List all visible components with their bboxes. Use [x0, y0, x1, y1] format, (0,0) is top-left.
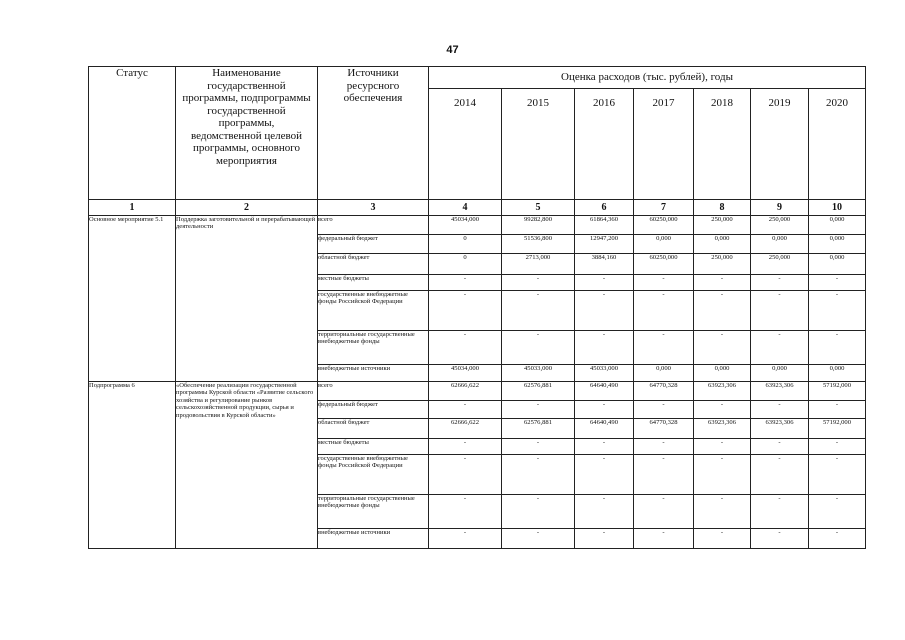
amount-value: - — [720, 275, 724, 282]
amount-value: 0 — [463, 235, 467, 242]
column-number: 2 — [176, 200, 318, 216]
amount-value: 51536,800 — [523, 235, 553, 242]
amount-value: - — [662, 275, 665, 282]
header-status: Статус — [89, 67, 176, 200]
amount-cell — [809, 419, 866, 439]
amount-cell — [502, 382, 575, 401]
amount-value: 0,000 — [829, 235, 845, 242]
amount-cell — [809, 291, 866, 331]
amount-cell — [575, 365, 634, 382]
amount-cell — [429, 254, 502, 275]
amount-cell — [694, 331, 751, 365]
amount-value: 12947,200 — [589, 235, 619, 242]
amount-cell — [809, 235, 866, 254]
amount-cell — [751, 419, 809, 439]
program-name-cell: Поддержка заготовительной и перерабатывающей деятельности — [176, 216, 318, 382]
amount-cell — [694, 419, 751, 439]
amount-value: 62666,622 — [450, 382, 480, 389]
amount-cell — [751, 455, 809, 495]
column-number: 8 — [694, 200, 751, 216]
amount-cell — [575, 495, 634, 529]
funding-source-cell: федеральный бюджет — [318, 401, 429, 419]
header-year: 2015 — [502, 89, 575, 200]
amount-cell — [809, 382, 866, 401]
amount-cell — [502, 254, 575, 275]
column-number: 5 — [502, 200, 575, 216]
amount-value: 250,000 — [711, 216, 733, 223]
amount-value: 0,000 — [656, 365, 671, 372]
amount-cell — [694, 365, 751, 382]
amount-value: 3884,160 — [591, 254, 617, 261]
header-year: 2018 — [694, 89, 751, 200]
amount-value: - — [536, 401, 540, 408]
column-numbers-row — [89, 200, 866, 216]
header-year: 2014 — [429, 89, 502, 200]
amount-value: - — [835, 529, 839, 536]
amount-cell — [634, 439, 694, 455]
amount-value: 60250,000 — [649, 216, 678, 223]
amount-value: - — [536, 495, 540, 502]
amount-value: - — [662, 439, 665, 446]
header-year: 2016 — [575, 89, 634, 200]
amount-cell — [694, 401, 751, 419]
amount-value: 250,000 — [768, 216, 791, 223]
amount-cell — [502, 365, 575, 382]
amount-value: 63923,306 — [765, 382, 794, 389]
amount-cell — [575, 254, 634, 275]
amount-cell — [575, 419, 634, 439]
amount-value: - — [778, 331, 781, 338]
amount-cell — [575, 216, 634, 235]
column-number: 10 — [809, 200, 866, 216]
amount-value: - — [662, 455, 665, 462]
amount-value: 64770,328 — [649, 382, 678, 389]
amount-cell — [694, 216, 751, 235]
amount-value: - — [720, 401, 724, 408]
funding-source-cell: внебюджетные источники — [318, 365, 429, 382]
amount-cell — [809, 401, 866, 419]
amount-value: - — [720, 439, 724, 446]
amount-cell — [751, 235, 809, 254]
header-name: Наименование государственной программы, подпрограммы государственной программы, ведомственной целевой программы, основного мероприятия — [176, 67, 318, 200]
funding-source-cell: территориальные государственные внебюджетные фонды — [318, 331, 429, 365]
amount-cell — [751, 401, 809, 419]
amount-value: 250,000 — [711, 254, 733, 261]
amount-cell — [575, 401, 634, 419]
amount-cell — [694, 275, 751, 291]
amount-value: - — [662, 291, 665, 298]
amount-cell — [429, 275, 502, 291]
amount-value: - — [463, 439, 467, 446]
amount-cell — [634, 529, 694, 549]
amount-value: 0,000 — [829, 365, 845, 372]
amount-value: - — [536, 529, 540, 536]
amount-cell — [429, 365, 502, 382]
amount-value: - — [835, 401, 839, 408]
column-number: 7 — [634, 200, 694, 216]
amount-value: - — [536, 455, 540, 462]
amount-value: - — [602, 495, 606, 502]
amount-cell — [502, 401, 575, 419]
amount-cell — [429, 495, 502, 529]
amount-value: 64640,490 — [589, 419, 619, 426]
amount-cell — [634, 275, 694, 291]
header-year: 2017 — [634, 89, 694, 200]
amount-cell — [809, 254, 866, 275]
amount-cell — [429, 529, 502, 549]
amount-cell — [575, 382, 634, 401]
amount-value: - — [463, 529, 467, 536]
amount-value: 57192,000 — [823, 382, 852, 389]
header-expenses: Оценка расходов (тыс. рублей), годы — [429, 67, 866, 89]
amount-value: 0,000 — [714, 235, 730, 242]
amount-value: - — [536, 439, 540, 446]
column-number: 4 — [429, 200, 502, 216]
amount-cell — [429, 401, 502, 419]
amount-cell — [502, 291, 575, 331]
funding-source-cell: государственные внебюджетные фонды Российской Федерации — [318, 455, 429, 495]
amount-cell — [575, 275, 634, 291]
column-number: 9 — [751, 200, 809, 216]
amount-value: 63923,306 — [765, 419, 794, 426]
amount-cell — [694, 529, 751, 549]
amount-value: 250,000 — [768, 254, 791, 261]
amount-cell — [429, 216, 502, 235]
amount-value: 0,000 — [772, 235, 787, 242]
amount-cell — [634, 331, 694, 365]
amount-cell — [751, 439, 809, 455]
amount-value: - — [602, 291, 606, 298]
amount-value: - — [536, 275, 540, 282]
amount-cell — [751, 365, 809, 382]
amount-value: - — [835, 495, 839, 502]
amount-cell — [575, 455, 634, 495]
amount-value: - — [720, 495, 724, 502]
amount-value: 63923,306 — [707, 382, 737, 389]
amount-value: 0,000 — [829, 254, 845, 261]
amount-value: - — [602, 275, 606, 282]
amount-cell — [809, 455, 866, 495]
header-year: 2020 — [809, 89, 866, 200]
amount-value: - — [463, 291, 467, 298]
amount-value: 45034,000 — [450, 365, 480, 372]
funding-source-cell: всего — [318, 382, 429, 401]
amount-cell — [809, 275, 866, 291]
amount-cell — [429, 455, 502, 495]
amount-value: - — [835, 291, 839, 298]
amount-value: 60250,000 — [649, 254, 678, 261]
amount-cell — [751, 529, 809, 549]
amount-value: - — [778, 401, 781, 408]
amount-value: 99282,800 — [523, 216, 553, 223]
amount-value: 0,000 — [829, 216, 845, 223]
amount-value: 0,000 — [656, 235, 671, 242]
amount-value: - — [463, 455, 467, 462]
amount-cell — [751, 495, 809, 529]
amount-cell — [634, 495, 694, 529]
amount-value: - — [662, 495, 665, 502]
amount-cell — [809, 529, 866, 549]
amount-cell — [429, 331, 502, 365]
amount-value: - — [463, 275, 467, 282]
amount-cell — [751, 331, 809, 365]
page-number: 47 — [446, 44, 459, 56]
amount-value: 45033,000 — [523, 365, 553, 372]
amount-cell — [751, 216, 809, 235]
table-body — [89, 216, 866, 549]
amount-cell — [634, 419, 694, 439]
amount-value: - — [463, 495, 467, 502]
amount-cell — [694, 455, 751, 495]
amount-cell — [502, 439, 575, 455]
amount-cell — [694, 254, 751, 275]
amount-value: - — [463, 331, 467, 338]
header-year: 2019 — [751, 89, 809, 200]
amount-value: - — [662, 529, 665, 536]
amount-value: 62576,881 — [523, 382, 553, 389]
amount-value: - — [662, 331, 665, 338]
amount-value: - — [463, 401, 467, 408]
funding-source-cell: местные бюджеты — [318, 275, 429, 291]
amount-cell — [751, 291, 809, 331]
amount-cell — [634, 235, 694, 254]
amount-cell — [634, 365, 694, 382]
budget-table — [88, 66, 866, 549]
amount-cell — [575, 529, 634, 549]
amount-value: - — [602, 401, 606, 408]
amount-cell — [502, 419, 575, 439]
amount-value: - — [536, 291, 540, 298]
amount-cell — [502, 455, 575, 495]
amount-value: - — [720, 455, 724, 462]
amount-cell — [634, 382, 694, 401]
funding-source-cell: внебюджетные источники — [318, 529, 429, 549]
amount-cell — [575, 439, 634, 455]
amount-value: - — [602, 455, 606, 462]
funding-source-cell: областной бюджет — [318, 254, 429, 275]
amount-cell — [751, 275, 809, 291]
amount-cell — [502, 529, 575, 549]
amount-cell — [809, 495, 866, 529]
amount-cell — [502, 331, 575, 365]
amount-value: 2713,000 — [525, 254, 551, 261]
amount-value: 62666,622 — [450, 419, 480, 426]
amount-cell — [634, 216, 694, 235]
amount-value: 63923,306 — [707, 419, 737, 426]
amount-cell — [502, 495, 575, 529]
amount-value: 61864,360 — [589, 216, 619, 223]
amount-value: - — [602, 529, 606, 536]
status-cell: Подпрограмма 6 — [89, 382, 176, 549]
amount-value: 64770,328 — [649, 419, 678, 426]
funding-source-cell: федеральный бюджет — [318, 235, 429, 254]
amount-cell — [575, 331, 634, 365]
amount-cell — [429, 439, 502, 455]
amount-value: - — [835, 455, 839, 462]
amount-cell — [751, 254, 809, 275]
amount-value: - — [720, 331, 724, 338]
column-number: 3 — [318, 200, 429, 216]
amount-value: - — [835, 331, 839, 338]
amount-value: - — [778, 291, 781, 298]
funding-source-cell: всего — [318, 216, 429, 235]
table-row — [89, 382, 866, 401]
amount-cell — [694, 495, 751, 529]
amount-cell — [694, 235, 751, 254]
amount-value: 0 — [463, 254, 467, 261]
amount-cell — [575, 235, 634, 254]
funding-source-cell: местные бюджеты — [318, 439, 429, 455]
amount-value: - — [778, 439, 781, 446]
amount-cell — [694, 382, 751, 401]
amount-value: - — [602, 331, 606, 338]
amount-value: - — [662, 401, 665, 408]
funding-source-cell: областной бюджет — [318, 419, 429, 439]
program-name-cell: «Обеспечение реализации государственной программы Курской области «Развитие сельского хозяйства и регулирование рынков сельскохозяйственной продукции, сырья и продовольствия в Курской области» — [176, 382, 318, 549]
amount-cell — [694, 439, 751, 455]
amount-cell — [502, 275, 575, 291]
amount-value: - — [835, 439, 839, 446]
amount-cell — [502, 216, 575, 235]
amount-value: - — [835, 275, 839, 282]
amount-value: - — [778, 455, 781, 462]
amount-value: - — [602, 439, 606, 446]
amount-cell — [809, 439, 866, 455]
amount-value: 45034,000 — [450, 216, 480, 223]
funding-source-cell: территориальные государственные внебюджетные фонды — [318, 495, 429, 529]
column-number: 6 — [575, 200, 634, 216]
amount-value: - — [536, 331, 540, 338]
amount-value: 64640,490 — [589, 382, 619, 389]
amount-cell — [429, 419, 502, 439]
amount-cell — [575, 291, 634, 331]
amount-cell — [809, 216, 866, 235]
funding-source-cell: государственные внебюджетные фонды Российской Федерации — [318, 291, 429, 331]
amount-cell — [502, 235, 575, 254]
amount-cell — [634, 401, 694, 419]
amount-cell — [809, 331, 866, 365]
amount-value: 0,000 — [772, 365, 787, 372]
amount-value: - — [778, 529, 781, 536]
amount-value: - — [778, 495, 781, 502]
amount-value: - — [720, 529, 724, 536]
column-number: 1 — [89, 200, 176, 216]
amount-value: 62576,881 — [523, 419, 553, 426]
amount-cell — [429, 291, 502, 331]
amount-value: 0,000 — [714, 365, 730, 372]
amount-value: - — [720, 291, 724, 298]
status-cell: Основное мероприятие 5.1 — [89, 216, 176, 382]
header-sources: Источники ресурсного обеспечения — [318, 67, 429, 200]
amount-value: 45033,000 — [589, 365, 619, 372]
amount-value: - — [778, 275, 781, 282]
amount-value: 57192,000 — [823, 419, 852, 426]
table-row — [89, 216, 866, 235]
amount-cell — [634, 254, 694, 275]
amount-cell — [429, 382, 502, 401]
amount-cell — [809, 365, 866, 382]
amount-cell — [634, 455, 694, 495]
amount-cell — [751, 382, 809, 401]
amount-cell — [429, 235, 502, 254]
amount-cell — [634, 291, 694, 331]
amount-cell — [694, 291, 751, 331]
